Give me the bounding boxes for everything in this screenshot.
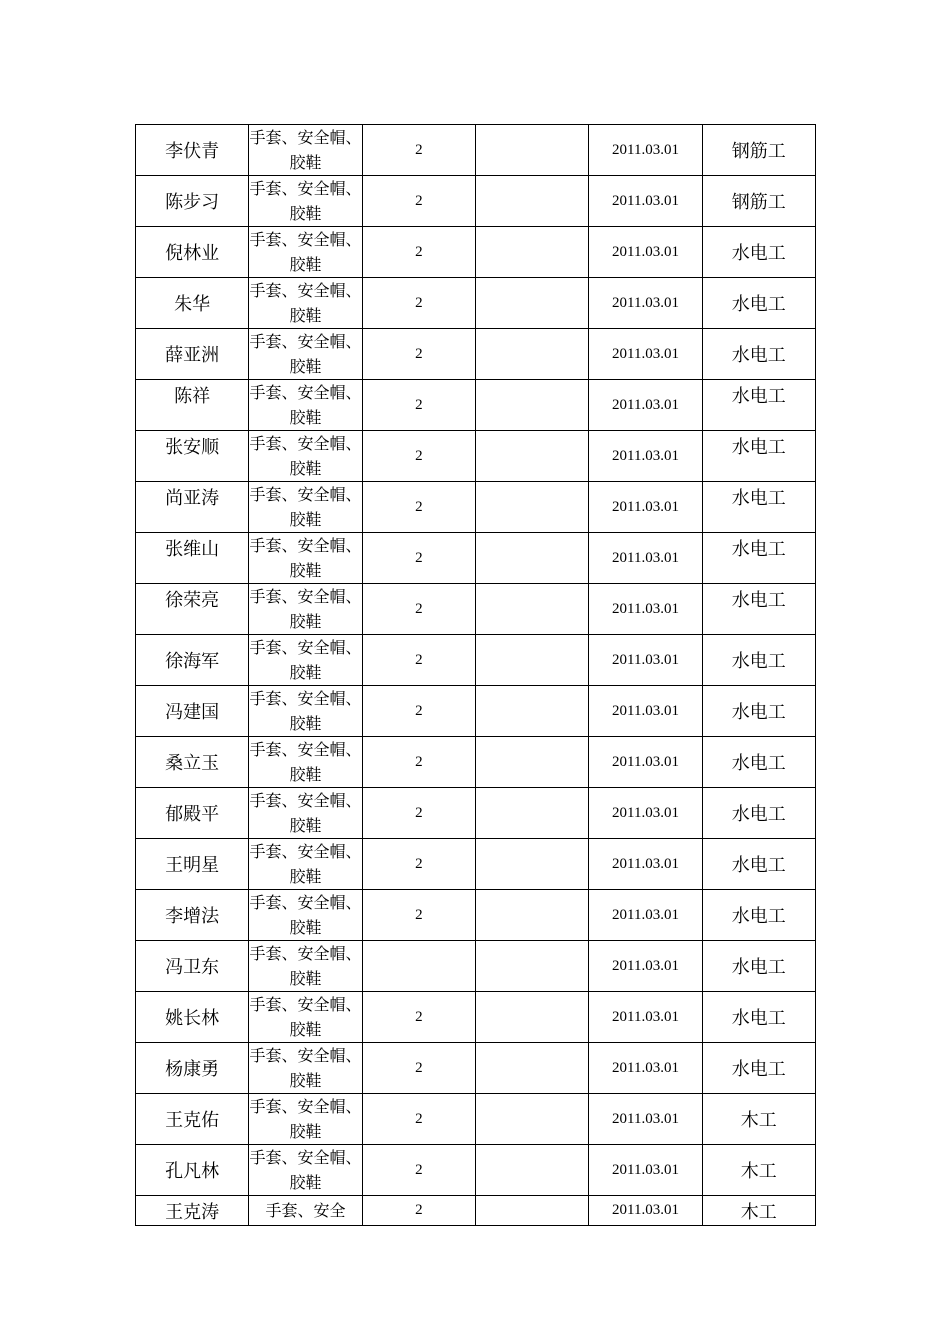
- trade-cell: 水电工: [702, 890, 815, 941]
- issue-date-cell: 2011.03.01: [589, 227, 702, 278]
- remark-cell: [475, 635, 588, 686]
- remark-cell: [475, 329, 588, 380]
- quantity-cell: 2: [362, 533, 475, 584]
- quantity-cell: 2: [362, 686, 475, 737]
- quantity-cell: 2: [362, 584, 475, 635]
- ppe-items-cell: 手套、安全帽、胶鞋: [249, 890, 362, 941]
- quantity-cell: 2: [362, 890, 475, 941]
- trade-cell: 木工: [702, 1094, 815, 1145]
- table-row: [136, 788, 816, 839]
- ppe-items-cell: 手套、安全帽、胶鞋: [249, 1145, 362, 1196]
- quantity-cell: 2: [362, 635, 475, 686]
- table-row: [136, 1043, 816, 1094]
- trade-cell: 水电工: [702, 635, 815, 686]
- ppe-items-cell: 手套、安全帽、胶鞋: [249, 227, 362, 278]
- worker-name-cell: 孔凡林: [136, 1145, 249, 1196]
- trade-cell: 水电工: [702, 431, 815, 482]
- issue-date-cell: 2011.03.01: [589, 992, 702, 1043]
- worker-name-cell: 王克涛: [136, 1196, 249, 1226]
- ppe-items-cell: 手套、安全帽、胶鞋: [249, 839, 362, 890]
- ppe-items-cell: 手套、安全帽、胶鞋: [249, 941, 362, 992]
- remark-cell: [475, 227, 588, 278]
- quantity-cell: 2: [362, 1043, 475, 1094]
- remark-cell: [475, 941, 588, 992]
- trade-cell: 水电工: [702, 227, 815, 278]
- quantity-cell: 2: [362, 992, 475, 1043]
- remark-cell: [475, 125, 588, 176]
- worker-name-cell: 王克佑: [136, 1094, 249, 1145]
- issue-date-cell: 2011.03.01: [589, 635, 702, 686]
- table-row: [136, 584, 816, 635]
- issue-date-cell: 2011.03.01: [589, 533, 702, 584]
- table-row: [136, 125, 816, 176]
- trade-cell: 水电工: [702, 533, 815, 584]
- worker-name-cell: 姚长林: [136, 992, 249, 1043]
- issue-date-cell: 2011.03.01: [589, 788, 702, 839]
- remark-cell: [475, 533, 588, 584]
- trade-cell: 水电工: [702, 482, 815, 533]
- table-row: [136, 941, 816, 992]
- remark-cell: [475, 584, 588, 635]
- ppe-items-cell: 手套、安全帽、胶鞋: [249, 533, 362, 584]
- table-row: [136, 329, 816, 380]
- issue-date-cell: 2011.03.01: [589, 482, 702, 533]
- table-row: [136, 278, 816, 329]
- ppe-items-cell: 手套、安全: [249, 1196, 362, 1226]
- quantity-cell: 2: [362, 839, 475, 890]
- remark-cell: [475, 737, 588, 788]
- table-row: [136, 227, 816, 278]
- ppe-issue-table: [135, 124, 816, 1226]
- worker-name-cell: 冯建国: [136, 686, 249, 737]
- trade-cell: 水电工: [702, 686, 815, 737]
- quantity-cell: 2: [362, 380, 475, 431]
- ppe-items-cell: 手套、安全帽、胶鞋: [249, 278, 362, 329]
- remark-cell: [475, 176, 588, 227]
- remark-cell: [475, 1094, 588, 1145]
- remark-cell: [475, 1145, 588, 1196]
- issue-date-cell: 2011.03.01: [589, 584, 702, 635]
- ppe-items-cell: 手套、安全帽、胶鞋: [249, 686, 362, 737]
- ppe-items-cell: 手套、安全帽、胶鞋: [249, 380, 362, 431]
- trade-cell: 水电工: [702, 380, 815, 431]
- issue-date-cell: 2011.03.01: [589, 1196, 702, 1226]
- worker-name-cell: 王明星: [136, 839, 249, 890]
- quantity-cell: 2: [362, 176, 475, 227]
- trade-cell: 水电工: [702, 1043, 815, 1094]
- table-row: [136, 1145, 816, 1196]
- table-row: [136, 431, 816, 482]
- worker-name-cell: 冯卫东: [136, 941, 249, 992]
- worker-name-cell: 徐海军: [136, 635, 249, 686]
- worker-name-cell: 张安顺: [136, 431, 249, 482]
- remark-cell: [475, 686, 588, 737]
- worker-name-cell: 尚亚涛: [136, 482, 249, 533]
- worker-name-cell: 张维山: [136, 533, 249, 584]
- quantity-cell: 2: [362, 1094, 475, 1145]
- remark-cell: [475, 482, 588, 533]
- ppe-items-cell: 手套、安全帽、胶鞋: [249, 329, 362, 380]
- quantity-cell: 2: [362, 278, 475, 329]
- trade-cell: 水电工: [702, 941, 815, 992]
- trade-cell: 水电工: [702, 329, 815, 380]
- table-row: [136, 839, 816, 890]
- ppe-items-cell: 手套、安全帽、胶鞋: [249, 482, 362, 533]
- worker-name-cell: 薛亚洲: [136, 329, 249, 380]
- remark-cell: [475, 380, 588, 431]
- worker-name-cell: 陈步习: [136, 176, 249, 227]
- quantity-cell: 2: [362, 329, 475, 380]
- ppe-items-cell: 手套、安全帽、胶鞋: [249, 584, 362, 635]
- quantity-cell: [362, 941, 475, 992]
- quantity-cell: 2: [362, 1145, 475, 1196]
- ppe-items-cell: 手套、安全帽、胶鞋: [249, 176, 362, 227]
- ppe-items-cell: 手套、安全帽、胶鞋: [249, 737, 362, 788]
- trade-cell: 水电工: [702, 839, 815, 890]
- worker-name-cell: 李伏青: [136, 125, 249, 176]
- issue-date-cell: 2011.03.01: [589, 125, 702, 176]
- trade-cell: 水电工: [702, 737, 815, 788]
- trade-cell: 钢筋工: [702, 176, 815, 227]
- worker-name-cell: 朱华: [136, 278, 249, 329]
- ppe-items-cell: 手套、安全帽、胶鞋: [249, 125, 362, 176]
- trade-cell: 木工: [702, 1196, 815, 1226]
- issue-date-cell: 2011.03.01: [589, 941, 702, 992]
- issue-date-cell: 2011.03.01: [589, 839, 702, 890]
- table-row: [136, 533, 816, 584]
- worker-name-cell: 李增法: [136, 890, 249, 941]
- table-row: [136, 176, 816, 227]
- quantity-cell: 2: [362, 788, 475, 839]
- trade-cell: 水电工: [702, 992, 815, 1043]
- quantity-cell: 2: [362, 1196, 475, 1226]
- issue-date-cell: 2011.03.01: [589, 1043, 702, 1094]
- ppe-items-cell: 手套、安全帽、胶鞋: [249, 1094, 362, 1145]
- worker-name-cell: 倪林业: [136, 227, 249, 278]
- trade-cell: 木工: [702, 1145, 815, 1196]
- table-row: [136, 482, 816, 533]
- table-body: [136, 125, 816, 1226]
- issue-date-cell: 2011.03.01: [589, 278, 702, 329]
- table-row: [136, 1196, 816, 1226]
- remark-cell: [475, 1043, 588, 1094]
- ppe-items-cell: 手套、安全帽、胶鞋: [249, 992, 362, 1043]
- remark-cell: [475, 890, 588, 941]
- quantity-cell: 2: [362, 482, 475, 533]
- trade-cell: 钢筋工: [702, 125, 815, 176]
- table-row: [136, 380, 816, 431]
- trade-cell: 水电工: [702, 278, 815, 329]
- quantity-cell: 2: [362, 431, 475, 482]
- worker-name-cell: 杨康勇: [136, 1043, 249, 1094]
- remark-cell: [475, 839, 588, 890]
- worker-name-cell: 徐荣亮: [136, 584, 249, 635]
- quantity-cell: 2: [362, 227, 475, 278]
- trade-cell: 水电工: [702, 788, 815, 839]
- table-row: [136, 890, 816, 941]
- issue-date-cell: 2011.03.01: [589, 431, 702, 482]
- remark-cell: [475, 431, 588, 482]
- issue-date-cell: 2011.03.01: [589, 737, 702, 788]
- issue-date-cell: 2011.03.01: [589, 176, 702, 227]
- issue-date-cell: 2011.03.01: [589, 1094, 702, 1145]
- table-row: [136, 635, 816, 686]
- issue-date-cell: 2011.03.01: [589, 686, 702, 737]
- remark-cell: [475, 788, 588, 839]
- table-row: [136, 737, 816, 788]
- remark-cell: [475, 992, 588, 1043]
- issue-date-cell: 2011.03.01: [589, 1145, 702, 1196]
- issue-date-cell: 2011.03.01: [589, 380, 702, 431]
- issue-date-cell: 2011.03.01: [589, 890, 702, 941]
- table-row: [136, 1094, 816, 1145]
- remark-cell: [475, 1196, 588, 1226]
- table-row: [136, 992, 816, 1043]
- ppe-items-cell: 手套、安全帽、胶鞋: [249, 635, 362, 686]
- quantity-cell: 2: [362, 737, 475, 788]
- table-row: [136, 686, 816, 737]
- worker-name-cell: 桑立玉: [136, 737, 249, 788]
- quantity-cell: 2: [362, 125, 475, 176]
- trade-cell: 水电工: [702, 584, 815, 635]
- remark-cell: [475, 278, 588, 329]
- issue-date-cell: 2011.03.01: [589, 329, 702, 380]
- ppe-items-cell: 手套、安全帽、胶鞋: [249, 431, 362, 482]
- worker-name-cell: 郁殿平: [136, 788, 249, 839]
- ppe-items-cell: 手套、安全帽、胶鞋: [249, 788, 362, 839]
- ppe-items-cell: 手套、安全帽、胶鞋: [249, 1043, 362, 1094]
- worker-name-cell: 陈祥: [136, 380, 249, 431]
